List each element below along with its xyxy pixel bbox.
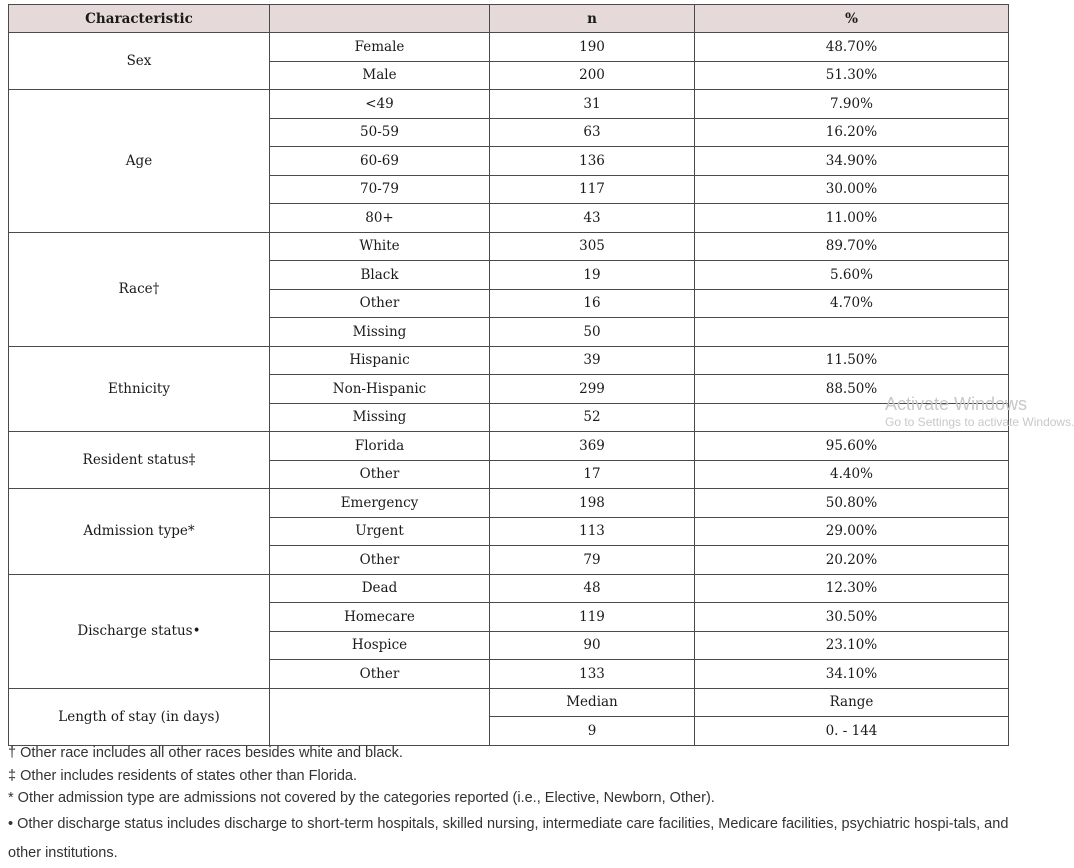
category-cell: Black — [270, 261, 490, 290]
percent-cell: 34.90% — [695, 147, 1009, 176]
percent-cell — [695, 318, 1009, 347]
category-cell: Other — [270, 289, 490, 318]
header-row — [9, 5, 1009, 33]
footnote-resident: ‡ Other includes residents of states other than Florida. — [8, 767, 357, 784]
count-cell: 52 — [490, 403, 695, 432]
header-n: n — [490, 5, 695, 33]
percent-cell: 34.10% — [695, 660, 1009, 689]
footnotes — [8, 742, 1020, 868]
category-cell: Emergency — [270, 489, 490, 518]
category-cell: Hospice — [270, 631, 490, 660]
category-cell: Other — [270, 546, 490, 575]
category-cell: Dead — [270, 574, 490, 603]
percent-cell: 12.30% — [695, 574, 1009, 603]
percent-cell: 30.50% — [695, 603, 1009, 632]
group-label: Race† — [9, 232, 270, 346]
footnote-admission: * Other admission type are admissions not covered by the categories reported (i.e., Elective, Newborn, Other). — [8, 790, 715, 806]
watermark-title: Activate Windows — [885, 394, 1028, 414]
table-row — [9, 346, 1009, 375]
count-cell: 50 — [490, 318, 695, 347]
percent-cell: 7.90% — [695, 90, 1009, 119]
count-cell: 305 — [490, 232, 695, 261]
percent-cell: 4.40% — [695, 460, 1009, 489]
category-cell: 70-79 — [270, 175, 490, 204]
count-cell: 136 — [490, 147, 695, 176]
group-label: Ethnicity — [9, 346, 270, 432]
table-row — [9, 489, 1009, 518]
table-row — [9, 90, 1009, 119]
percent-cell: 50.80% — [695, 489, 1009, 518]
count-cell: 19 — [490, 261, 695, 290]
category-cell: Homecare — [270, 603, 490, 632]
percent-cell: 29.00% — [695, 517, 1009, 546]
category-cell: Missing — [270, 318, 490, 347]
count-cell: 200 — [490, 61, 695, 90]
count-cell: 16 — [490, 289, 695, 318]
count-cell: 190 — [490, 33, 695, 62]
percent-cell: 48.70% — [695, 33, 1009, 62]
percent-cell: 4.70% — [695, 289, 1009, 318]
table-row — [9, 574, 1009, 603]
count-cell: 48 — [490, 574, 695, 603]
count-cell: 133 — [490, 660, 695, 689]
count-cell: 79 — [490, 546, 695, 575]
count-cell: 369 — [490, 432, 695, 461]
footnote-discharge: • Other discharge status includes discharge to short-term hospitals, skilled nursing, intermediate care facilities, Medicare facilities, psychiatric hospi-tals, and other institutions. — [8, 815, 1009, 861]
percent-cell: 11.50% — [695, 346, 1009, 375]
category-cell: 60-69 — [270, 147, 490, 176]
category-cell: Missing — [270, 403, 490, 432]
length-of-stay-blank — [270, 688, 490, 745]
category-cell: Female — [270, 33, 490, 62]
group-label: Admission type* — [9, 489, 270, 575]
percent-cell: 88.50% — [695, 375, 1009, 404]
count-cell: 63 — [490, 118, 695, 147]
group-label: Age — [9, 90, 270, 233]
percent-cell: 95.60% — [695, 432, 1009, 461]
watermark-subtitle: Go to Settings to activate Windows. — [885, 415, 1074, 429]
table-body — [9, 33, 1009, 746]
category-cell: Urgent — [270, 517, 490, 546]
percent-cell: 5.60% — [695, 261, 1009, 290]
category-cell: Male — [270, 61, 490, 90]
category-cell: White — [270, 232, 490, 261]
percent-cell: 89.70% — [695, 232, 1009, 261]
header-subcategory — [270, 5, 490, 33]
category-cell: 50-59 — [270, 118, 490, 147]
header-characteristic: Characteristic — [9, 5, 270, 33]
count-cell: 90 — [490, 631, 695, 660]
table-row — [9, 432, 1009, 461]
percent-cell: 11.00% — [695, 204, 1009, 233]
category-cell: <49 — [270, 90, 490, 119]
group-label: Discharge status• — [9, 574, 270, 688]
group-label: Sex — [9, 33, 270, 90]
table-row — [9, 232, 1009, 261]
percent-cell: 51.30% — [695, 61, 1009, 90]
category-cell: 80+ — [270, 204, 490, 233]
table-row — [9, 33, 1009, 62]
count-cell: 17 — [490, 460, 695, 489]
category-cell: Florida — [270, 432, 490, 461]
count-cell: 117 — [490, 175, 695, 204]
range-label: Range — [695, 688, 1009, 717]
length-of-stay-label: Length of stay (in days) — [9, 688, 270, 745]
percent-cell: 20.20% — [695, 546, 1009, 575]
count-cell: 39 — [490, 346, 695, 375]
count-cell: 43 — [490, 204, 695, 233]
count-cell: 31 — [490, 90, 695, 119]
count-cell: 119 — [490, 603, 695, 632]
percent-cell — [695, 403, 1009, 432]
footnote-race: † Other race includes all other races besides white and black. — [8, 745, 403, 761]
median-value: 9 — [490, 717, 695, 746]
category-cell: Hispanic — [270, 346, 490, 375]
count-cell: 299 — [490, 375, 695, 404]
percent-cell: 30.00% — [695, 175, 1009, 204]
median-label: Median — [490, 688, 695, 717]
category-cell: Non-Hispanic — [270, 375, 490, 404]
demographics-table — [8, 4, 1009, 746]
header-percent: % — [695, 5, 1009, 33]
table-row — [9, 688, 1009, 717]
count-cell: 113 — [490, 517, 695, 546]
category-cell: Other — [270, 660, 490, 689]
group-label: Resident status‡ — [9, 432, 270, 489]
percent-cell: 23.10% — [695, 631, 1009, 660]
percent-cell: 16.20% — [695, 118, 1009, 147]
count-cell: 198 — [490, 489, 695, 518]
range-value: 0. - 144 — [695, 717, 1009, 746]
category-cell: Other — [270, 460, 490, 489]
